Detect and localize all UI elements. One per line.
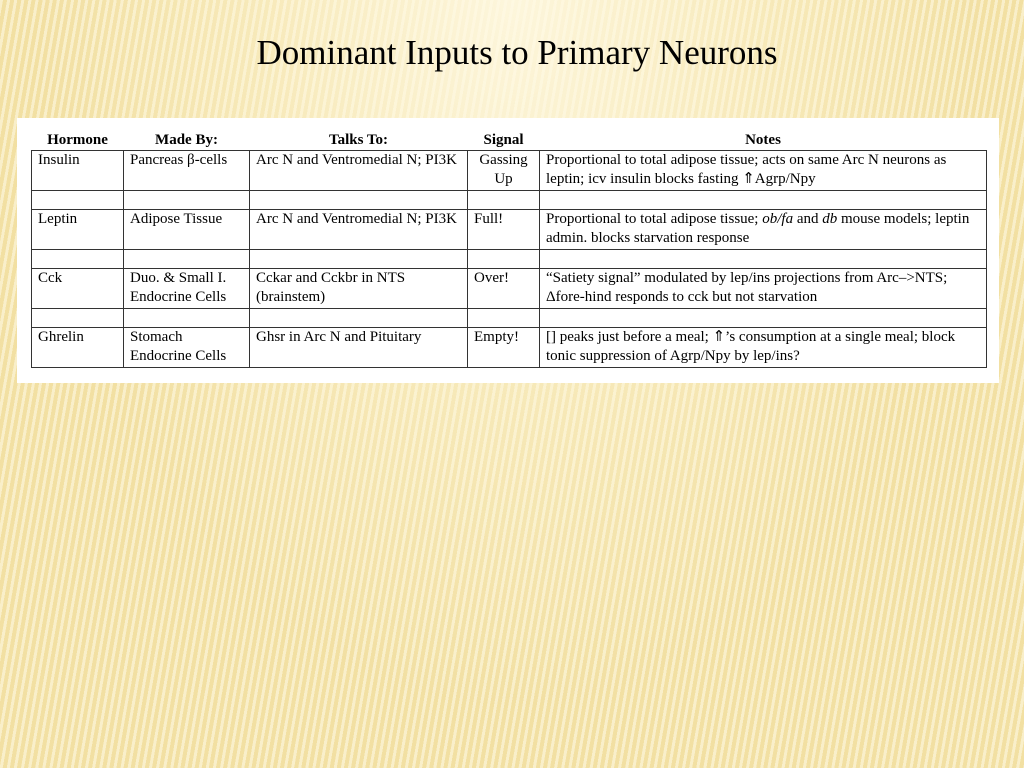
- table-row: [32, 269, 987, 309]
- header-hormone: Hormone: [47, 132, 108, 148]
- cell-signal: Gassing Up: [468, 151, 540, 191]
- cell-signal: Over!: [468, 269, 540, 309]
- header-talks-to: Talks To:: [328, 132, 389, 148]
- cell-talks-to: Arc N and Ventromedial N; PI3K: [250, 151, 468, 191]
- header-made-by: Made By:: [155, 132, 218, 148]
- cell-notes: “Satiety signal” modulated by lep/ins projections from Arc–>NTS; Δfore-hind responds to cck but not starvation: [540, 269, 987, 309]
- notes-italic-db: db: [822, 211, 838, 227]
- notes-text: and: [793, 211, 823, 227]
- cell-hormone: Insulin: [32, 151, 124, 191]
- notes-text: Proportional to total adipose tissue;: [546, 211, 763, 227]
- cell-hormone: Leptin: [32, 210, 124, 250]
- table-row: [32, 210, 987, 250]
- spacer-row: [32, 191, 987, 210]
- spacer-row: [32, 250, 987, 269]
- spacer-row: [32, 309, 987, 328]
- header-notes: Notes: [745, 132, 781, 148]
- cell-signal: Empty!: [468, 328, 540, 368]
- cell-hormone: Ghrelin: [32, 328, 124, 368]
- header-signal: Signal: [483, 132, 524, 148]
- table-row: [32, 151, 987, 191]
- cell-notes: [540, 210, 987, 250]
- notes-text: mouse models; leptin admin. blocks starvation response: [546, 211, 970, 246]
- cell-made-by: Stomach Endocrine Cells: [124, 328, 250, 368]
- cell-signal: Full!: [468, 210, 540, 250]
- notes-italic-ob-fa: ob/fa: [762, 211, 794, 227]
- hormone-table: [31, 131, 987, 368]
- cell-hormone: Cck: [32, 269, 124, 309]
- cell-talks-to: Ghsr in Arc N and Pituitary: [250, 328, 468, 368]
- cell-made-by: Adipose Tissue: [124, 210, 250, 250]
- table-row: [32, 328, 987, 368]
- cell-made-by: Duo. & Small I. Endocrine Cells: [124, 269, 250, 309]
- cell-made-by: Pancreas β-cells: [124, 151, 250, 191]
- cell-notes: Proportional to total adipose tissue; acts on same Arc N neurons as leptin; icv insulin blocks fasting ⇑Agrp/Npy: [540, 151, 987, 191]
- cell-talks-to: Cckar and Cckbr in NTS (brainstem): [250, 269, 468, 309]
- slide-title: Dominant Inputs to Primary Neurons: [256, 33, 778, 72]
- header-row: [32, 131, 987, 151]
- cell-notes: [] peaks just before a meal; ⇑’s consumption at a single meal; block tonic suppression of Agrp/Npy by lep/ins?: [540, 328, 987, 368]
- table-panel: [17, 118, 999, 383]
- cell-talks-to: Arc N and Ventromedial N; PI3K: [250, 210, 468, 250]
